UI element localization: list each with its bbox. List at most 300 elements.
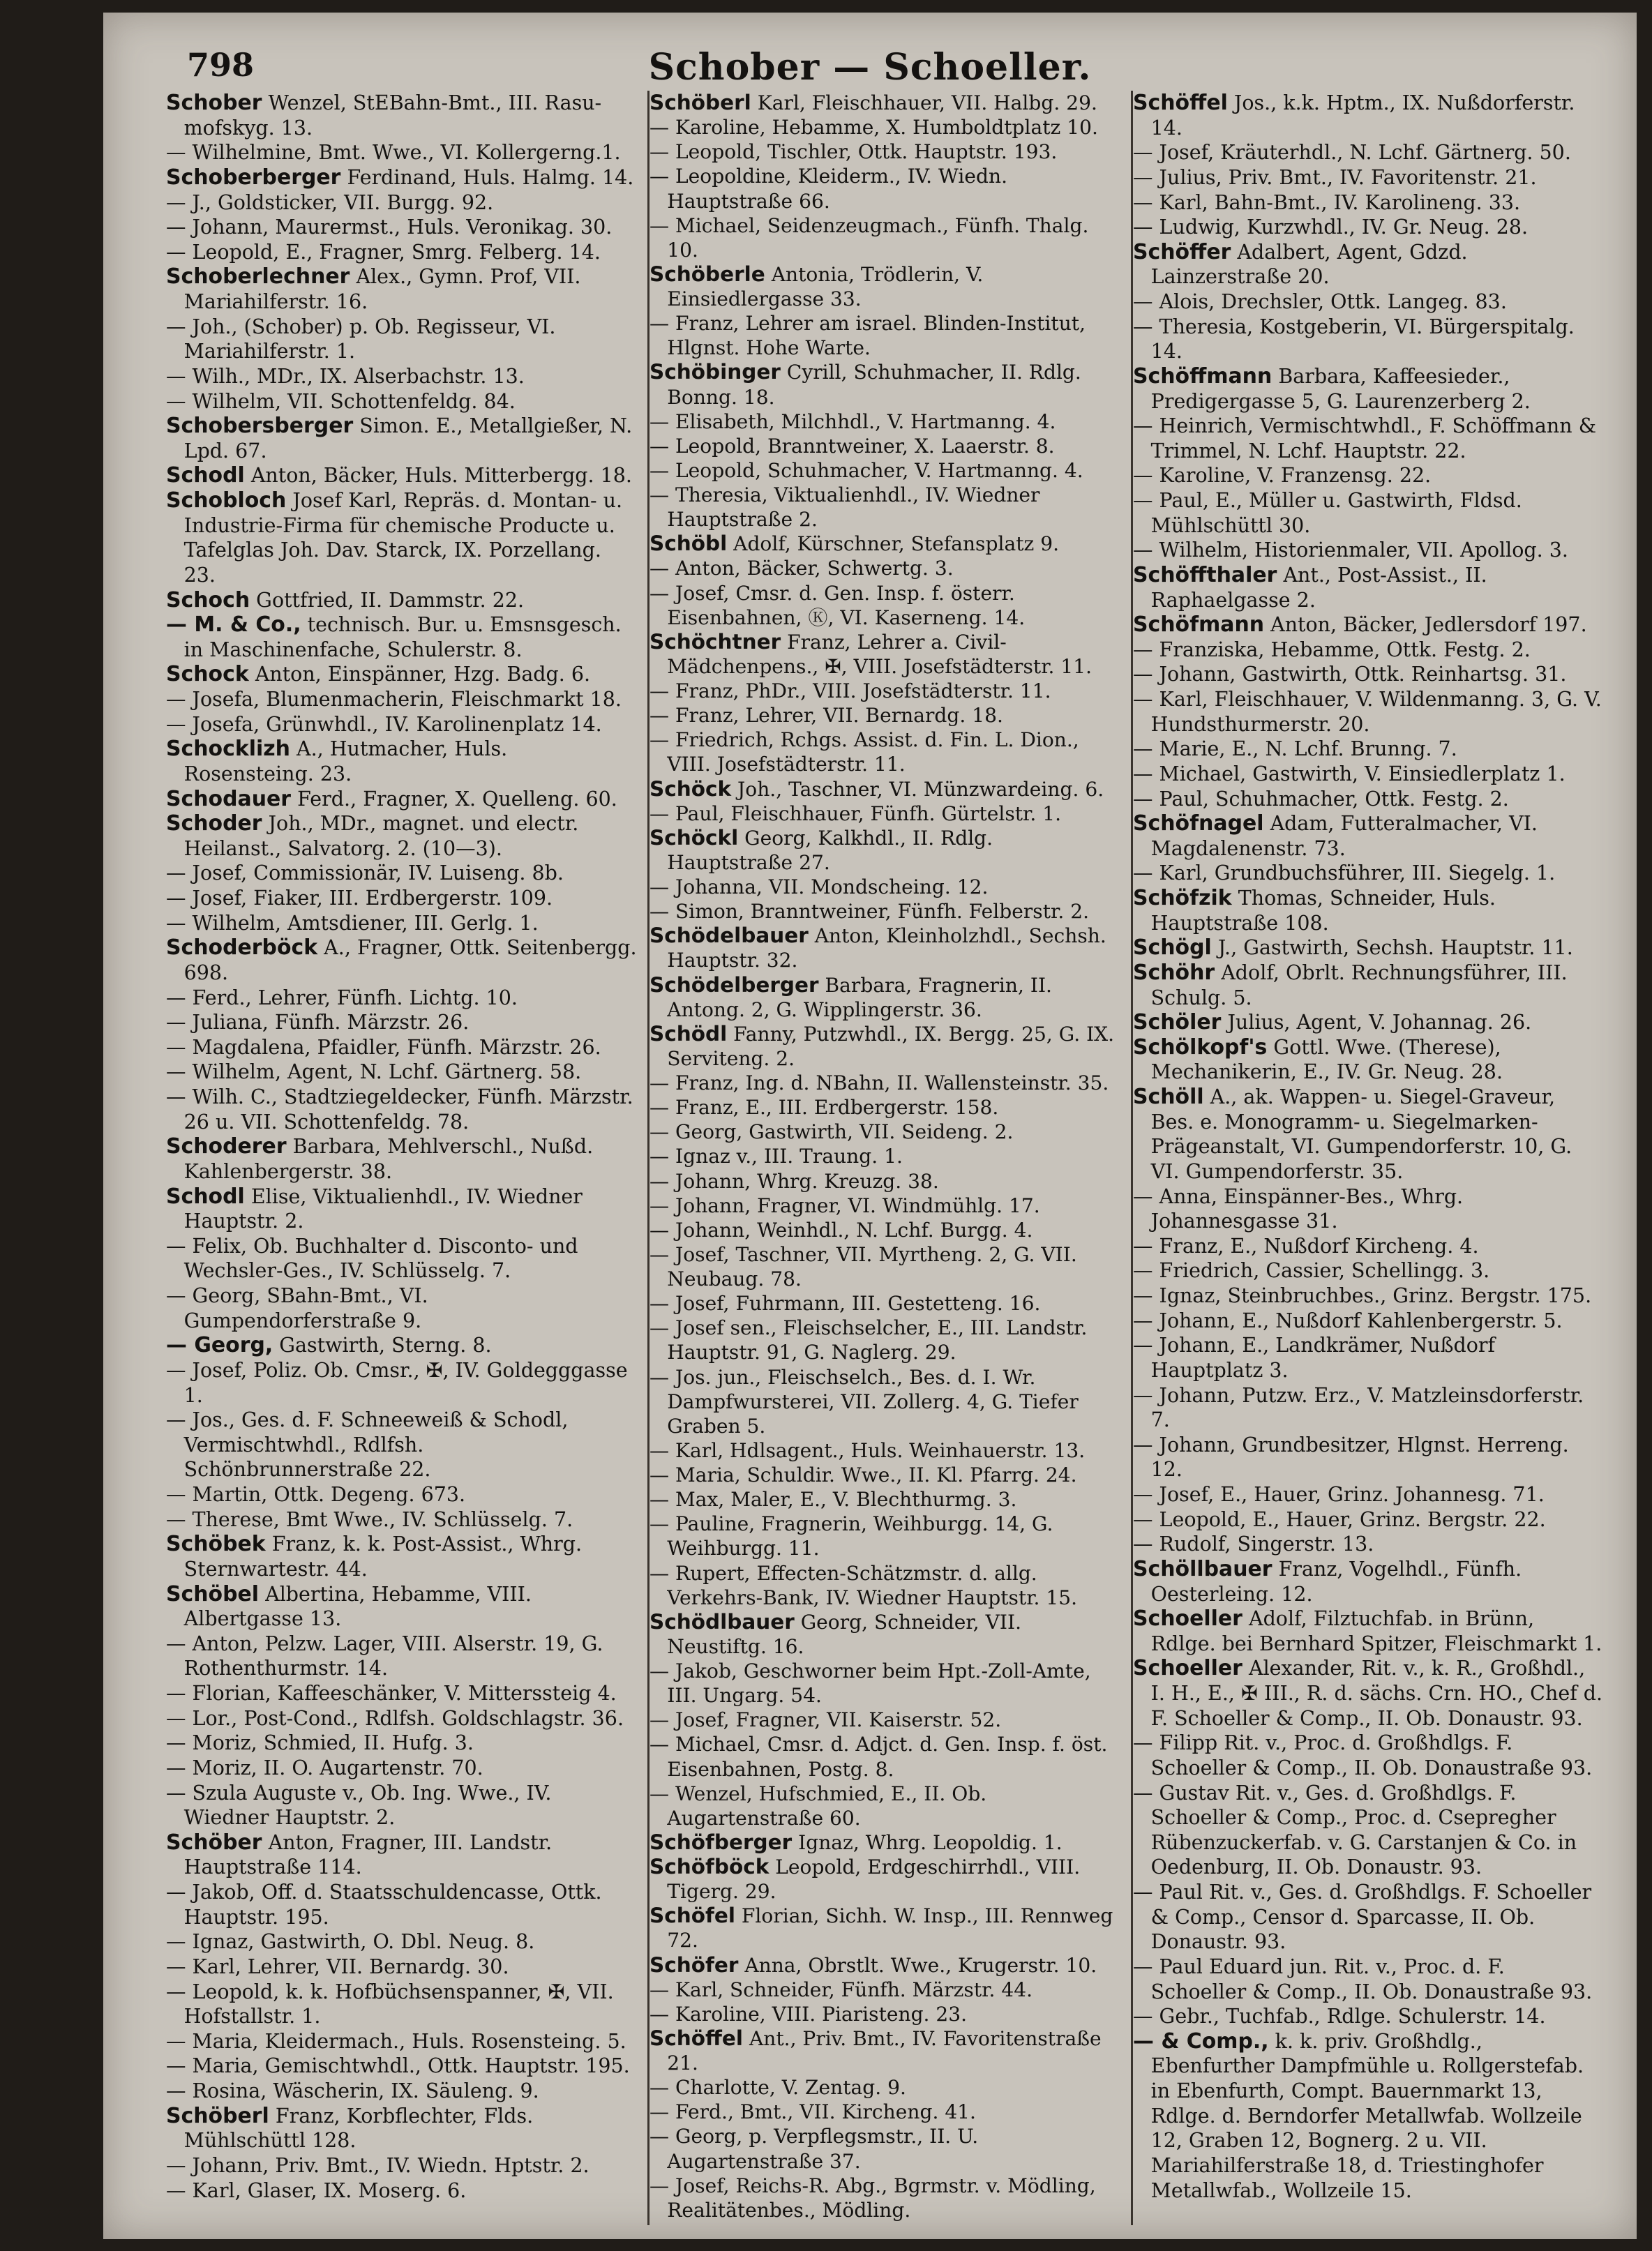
directory-entry xyxy=(1133,1085,1604,1184)
directory-entry xyxy=(649,1512,1120,1560)
entry-text: — Josef, Commissionär, IV. Luiseng. 8b. xyxy=(166,861,564,885)
entry-text: Albertina, Hebamme, VIII. Albertgasse 13. xyxy=(183,1582,532,1631)
directory-entry xyxy=(1133,935,1604,961)
entry-text: — Heinrich, Vermischtwhdl., F. Schöffmann & Trimmel, N. Lchf. Hauptstr. 22. xyxy=(1133,414,1597,462)
entry-text: — Leopold, E., Hauer, Grinz. Bergstr. 22. xyxy=(1133,1507,1546,1531)
directory-entry xyxy=(649,311,1120,360)
directory-entry xyxy=(166,364,637,389)
entry-text: — Josef, Poliz. Ob. Cmsr., ✠, IV. Goldegggasse 1. xyxy=(166,1358,628,1407)
entry-text: — Franz, PhDr., VIII. Josefstädterstr. 11. xyxy=(649,679,1051,702)
directory-entry xyxy=(1133,638,1604,663)
directory-entry xyxy=(649,213,1120,262)
entry-text: Gastwirth, Sterng. 8. xyxy=(273,1334,492,1357)
directory-entry xyxy=(1133,1309,1604,1334)
entry-text: Josef Karl, Repräs. d. Montan- u. Industrie-Firma für chemische Producte u. Tafelglas Joh. Dav. Starck, IX. Porzellang. 23. xyxy=(183,489,623,587)
directory-entry xyxy=(649,164,1120,213)
entry-surname: Schöfel xyxy=(649,1904,735,1928)
directory-entry xyxy=(649,532,1120,556)
directory-entry xyxy=(649,2002,1120,2026)
entry-text: — Wilhelm, VII. Schottenfeldg. 84. xyxy=(166,389,516,413)
directory-entry xyxy=(166,935,637,985)
entry-text: — Johanna, VII. Mondscheing. 12. xyxy=(649,875,989,898)
entry-text: — Marie, E., N. Lchf. Brunng. 7. xyxy=(1133,737,1457,761)
entry-surname: Schöber xyxy=(166,1830,262,1855)
entry-text: A., Hutmacher, Huls. Rosensteing. 23. xyxy=(183,737,508,785)
directory-entry xyxy=(166,1731,637,1756)
entry-text: Adolf, Filztuchfab. in Brünn, Rdlge. bei Bernhard Spitzer, Fleischmarkt 1. xyxy=(1150,1607,1602,1655)
entry-text: — Michael, Seidenzeugmach., Fünfh. Thalg. 10. xyxy=(649,213,1089,262)
entry-text: — Ignaz, Steinbruchbes., Grinz. Bergstr. 175. xyxy=(1133,1284,1592,1307)
entry-text: — Wilhelmine, Bmt. Wwe., VI. Kollergerng.1. xyxy=(166,141,621,165)
directory-entry xyxy=(166,264,637,314)
directory-entry xyxy=(1133,1606,1604,1656)
directory-entry xyxy=(166,861,637,886)
directory-entry xyxy=(649,1659,1120,1708)
directory-entry xyxy=(649,1978,1120,2002)
entry-text: — J., Goldsticker, VII. Burgg. 92. xyxy=(166,190,494,214)
directory-entry xyxy=(1133,414,1604,463)
entry-text: Alexander, Rit. v., k. R., Großhdl., I. H., E., ✠ III., R. d. sächs. Crn. HO., Chef d. F. Schoeller & Comp., II. Ob. Donaustr. 93. xyxy=(1150,1657,1603,1730)
entry-text: — Ferd., Bmt., VII. Kircheng. 41. xyxy=(649,2100,976,2124)
entry-text: — Gebr., Tuchfab., Rdlge. Schulerstr. 14. xyxy=(1133,2005,1546,2028)
directory-entry xyxy=(166,986,637,1011)
directory-entry xyxy=(166,1781,637,1830)
entry-surname: Schoberlechner xyxy=(166,264,350,289)
entry-text: Adam, Futteralmacher, VI. Magdalenenstr. 73. xyxy=(1150,812,1538,860)
directory-entry xyxy=(166,315,637,364)
entry-text: A., Fragner, Ottk. Seitenbergg. 698. xyxy=(183,936,637,984)
entry-text: Florian, Sichh. W. Insp., III. Rennweg 72. xyxy=(667,1904,1113,1952)
entry-text: Anton, Einspänner, Hzg. Badg. 6. xyxy=(248,663,591,686)
entry-surname: Schoeller xyxy=(1133,1606,1242,1632)
entry-text: — Theresia, Kostgeberin, VI. Bürgerspitalg. 14. xyxy=(1133,315,1575,363)
entry-text: Franz, k. k. Post-Assist., Whrg. Sternwartestr. 44. xyxy=(183,1533,583,1581)
directory-entry xyxy=(649,434,1120,458)
entry-text: — Felix, Ob. Buchhalter d. Disconto- und Wechsler-Ges., IV. Schlüsselg. 7. xyxy=(166,1234,578,1283)
directory-entry xyxy=(649,360,1120,409)
directory-entry xyxy=(649,91,1120,115)
entry-surname: Schodl xyxy=(166,463,245,488)
entry-surname: Schocklizh xyxy=(166,737,290,762)
entry-text: — Franz, Ing. d. NBahn, II. Wallensteinstr. 35. xyxy=(649,1071,1109,1094)
directory-entry xyxy=(649,1291,1120,1316)
entry-surname: Schöberl xyxy=(166,2103,269,2128)
entry-text: — Jos., Ges. d. F. Schneeweiß & Schodl, Vermischtwhdl., Rdlfsh. Schönbrunnerstraße 22. xyxy=(166,1408,569,1482)
entry-surname: Schöck xyxy=(649,776,732,801)
directory-entry xyxy=(649,1732,1120,1781)
entry-text: — Wilhelm, Amtsdiener, III. Gerlg. 1. xyxy=(166,911,539,935)
entry-text: — Paul Rit. v., Ges. d. Großhdlgs. F. Schoeller & Comp., Censor d. Sparcasse, II. Ob. Donaustr. 93. xyxy=(1133,1881,1592,1954)
entry-text: — Karl, Glaser, IX. Moserg. 6. xyxy=(166,2178,467,2202)
page-header xyxy=(103,33,1637,96)
entry-text: — Simon, Branntweiner, Fünfh. Felberstr. 2. xyxy=(649,900,1089,924)
entry-surname: — M. & Co., xyxy=(166,612,301,638)
directory-entry xyxy=(649,1194,1120,1218)
directory-entry xyxy=(1133,687,1604,737)
directory-entry xyxy=(1133,1035,1604,1085)
entry-text: — Ferd., Lehrer, Fünfh. Lichtg. 10. xyxy=(166,986,518,1009)
directory-entry xyxy=(1133,1283,1604,1309)
directory-entry xyxy=(1133,762,1604,787)
entry-text: — Moriz, II. O. Augartenstr. 70. xyxy=(166,1756,483,1779)
entry-surname: Schöfmann xyxy=(1133,612,1265,638)
directory-entry xyxy=(649,1242,1120,1291)
entry-text: — Anton, Pelzw. Lager, VIII. Alserstr. 19, G. Rothenthurmstr. 14. xyxy=(166,1632,603,1680)
entry-surname: Schöffel xyxy=(649,2026,744,2050)
entry-text: — Leopold, Tischler, Ottk. Hauptstr. 193. xyxy=(649,140,1058,164)
entry-text: Adolf, Obrlt. Rechnungsführer, III. Schulg. 5. xyxy=(1150,961,1568,1009)
entry-text: Anton, Bäcker, Huls. Mitterbergg. 18. xyxy=(244,464,632,488)
directory-entry xyxy=(1133,215,1604,240)
directory-entry xyxy=(1133,1557,1604,1606)
directory-entry xyxy=(1133,1184,1604,1234)
entry-surname: Schöbinger xyxy=(649,360,781,384)
entry-text: — Wenzel, Hufschmied, E., II. Ob. Augartenstraße 60. xyxy=(649,1782,987,1830)
directory-entry xyxy=(1133,1532,1604,1557)
entry-surname: Schögl xyxy=(1133,935,1212,961)
entry-surname: Schölkopf's xyxy=(1133,1034,1268,1060)
entry-text: — Johann, Maurermst., Huls. Veronikag. 30. xyxy=(166,216,613,239)
entry-text: Joh., MDr., magnet. und electr. Heilanst., Salvatorg. 2. (10—3). xyxy=(183,812,579,860)
directory-entry xyxy=(649,409,1120,434)
directory-entry xyxy=(649,2124,1120,2173)
entry-text: — Moriz, Schmied, II. Hufg. 3. xyxy=(166,1731,474,1755)
directory-entry xyxy=(166,1085,637,1134)
entry-text: — Lor., Post-Cond., Rdlfsh. Goldschlagstr. 36. xyxy=(166,1706,624,1730)
directory-entry xyxy=(166,463,637,488)
entry-text: Anton, Fragner, III. Landstr. Hauptstraße 114. xyxy=(183,1830,553,1879)
entry-text: Barbara, Fragnerin, II. Antong. 2, G. Wipplingerstr. 36. xyxy=(667,973,1052,1021)
entry-text: Georg, Schneider, VII. Neustiftg. 16. xyxy=(667,1610,1022,1658)
entry-text: — Josef, E., Hauer, Grinz. Johannesg. 71. xyxy=(1133,1483,1545,1506)
entry-text: — Karl, Grundbuchsführer, III. Siegelg. 1. xyxy=(1133,861,1556,885)
entry-text: — Wilhelm, Historienmaler, VII. Apollog. 3. xyxy=(1133,539,1568,562)
entry-text: — Franziska, Hebamme, Ottk. Festg. 2. xyxy=(1133,638,1531,661)
column-2 xyxy=(649,91,1120,2225)
entry-text: Franz, Korbflechter, Flds. Mühlschüttl 128. xyxy=(183,2104,534,2153)
entry-text: — Franz, E., Nußdorf Kircheng. 4. xyxy=(1133,1234,1479,1258)
directory-entry xyxy=(1133,787,1604,812)
entry-text: Thomas, Schneider, Huls. Hauptstraße 108. xyxy=(1150,887,1496,935)
entry-text: — Friedrich, Cassier, Schellingg. 3. xyxy=(1133,1259,1490,1283)
entry-surname: Schöffel xyxy=(1133,91,1228,115)
directory-entry xyxy=(1133,1010,1604,1035)
directory-entry xyxy=(1133,1234,1604,1259)
directory-entry xyxy=(166,1060,637,1085)
directory-entry xyxy=(649,140,1120,164)
directory-entry xyxy=(1133,538,1604,563)
directory-entry xyxy=(1133,315,1604,364)
entry-text: — Gustav Rit. v., Ges. d. Großhdlgs. F. Schoeller & Comp., Proc. d. Csepregher Rübenzuckerfab. v. G. Carstanjen & Co. in Oedenburg, II. Ob. Donaustr. 93. xyxy=(1133,1781,1577,1879)
entry-surname: Schödelberger xyxy=(649,972,819,997)
entry-text: — Rosina, Wäscherin, IX. Säuleng. 9. xyxy=(166,2079,539,2102)
directory-entry xyxy=(649,1095,1120,1120)
entry-text: — Wilh., MDr., IX. Alserbachstr. 13. xyxy=(166,364,525,388)
directory-entry xyxy=(649,924,1120,972)
entry-text: — Karl, Hdlsagent., Huls. Weinhauerstr. 13. xyxy=(649,1438,1086,1462)
entry-text: — Julius, Priv. Bmt., IV. Favoritenstr. 21. xyxy=(1133,165,1537,189)
entry-text: — Franz, Lehrer am israel. Blinden-Institut, Hlgnst. Hohe Warte. xyxy=(649,312,1086,360)
entry-text: — Jakob, Geschworner beim Hpt.-Zoll-Amte, III. Ungarg. 54. xyxy=(649,1659,1091,1708)
entry-surname: Schöllbauer xyxy=(1133,1556,1272,1581)
entry-text: — Maria, Schuldir. Wwe., II. Kl. Pfarrg. 24. xyxy=(649,1463,1077,1486)
directory-entry xyxy=(649,1218,1120,1242)
entry-text: Barbara, Mehlverschl., Nußd. Kahlenbergerstr. 38. xyxy=(183,1135,594,1183)
directory-entry xyxy=(166,240,637,265)
entry-text: — Josefa, Blumenmacherin, Fleischmarkt 18. xyxy=(166,688,622,711)
column-3 xyxy=(1133,91,1604,2225)
entry-text: — Ignaz, Gastwirth, O. Dbl. Neug. 8. xyxy=(166,1930,535,1954)
entry-text: — Joh., (Schober) p. Ob. Regisseur, VI. Mariahilferstr. 1. xyxy=(166,315,556,363)
directory-entry xyxy=(166,1756,637,1781)
directory-entry xyxy=(649,1610,1120,1659)
entry-text: — Maria, Gemischtwhdl., Ottk. Hauptstr. 195. xyxy=(166,2054,630,2078)
entry-text: — Anna, Einspänner-Bes., Whrg. Johannesgasse 31. xyxy=(1133,1184,1464,1233)
directory-entry xyxy=(1133,289,1604,315)
directory-entry xyxy=(1133,861,1604,886)
directory-entry xyxy=(1133,563,1604,612)
directory-entry xyxy=(1133,488,1604,538)
entry-text: k. k. priv. Großhdlg., Ebenfurther Dampfmühle u. Rollgerstefab. in Ebenfurth, Compt. Bauernmarkt 13, Rdlge. d. Berndorfer Metallwfab. Wollzeile 12, Graben 12, Bognerg. 2 u. VII. Mariahilferstraße 18, d. Triestinghofer Metallwfab., Wollzeile 15. xyxy=(1150,2029,1584,2202)
directory-entry xyxy=(1133,1880,1604,1955)
directory-entry xyxy=(1133,140,1604,165)
entry-text: — Szula Auguste v., Ob. Ing. Wwe., IV. Wiedner Hauptstr. 2. xyxy=(166,1781,552,1830)
entry-text: — Anton, Bäcker, Schwertg. 3. xyxy=(649,557,954,580)
entry-text: — Leopoldine, Kleiderm., IV. Wiedn. Hauptstraße 66. xyxy=(649,165,1008,213)
directory-entry xyxy=(166,1482,637,1507)
directory-entry xyxy=(649,1953,1120,1978)
directory-entry xyxy=(166,1582,637,1632)
entry-surname: Schock xyxy=(166,662,249,687)
entry-surname: Schöberle xyxy=(649,262,765,286)
directory-entry xyxy=(649,1782,1120,1830)
directory-entry xyxy=(166,737,637,786)
directory-entry xyxy=(649,1022,1120,1071)
entry-surname: Schöffthaler xyxy=(1133,562,1277,587)
entry-surname: Schoch xyxy=(166,587,250,612)
directory-entry xyxy=(166,414,637,463)
directory-entry xyxy=(1133,1383,1604,1433)
directory-entry xyxy=(649,973,1120,1022)
entry-surname: — & Comp., xyxy=(1133,2028,1269,2054)
directory-entry xyxy=(1133,1333,1604,1383)
entry-text: — Charlotte, V. Zentag. 9. xyxy=(649,2076,906,2100)
entry-text: — Juliana, Fünfh. Märzstr. 26. xyxy=(166,1011,470,1034)
entry-surname: Schödlbauer xyxy=(649,1609,795,1634)
entry-text: — Josef sen., Fleischselcher, E., III. Landstr. Hauptstr. 91, G. Naglerg. 29. xyxy=(649,1316,1088,1364)
directory-entry xyxy=(166,712,637,737)
directory-entry xyxy=(649,2100,1120,2124)
directory-entry xyxy=(166,2104,637,2153)
entry-text: — Johann, E., Nußdorf Kahlenbergerstr. 5. xyxy=(1133,1309,1563,1332)
entry-surname: Schoderböck xyxy=(166,935,318,961)
directory-entry xyxy=(1133,662,1604,687)
directory-entry xyxy=(166,1955,637,1980)
entry-surname: Schöhr xyxy=(1133,960,1215,985)
entry-text: — Johann, Priv. Bmt., IV. Wiedn. Hptstr. 2. xyxy=(166,2153,590,2177)
directory-entry xyxy=(649,899,1120,924)
entry-text: Adalbert, Agent, Gdzd. Lainzerstraße 20. xyxy=(1150,240,1468,289)
entry-text: — Karl, Bahn-Bmt., IV. Karolineng. 33. xyxy=(1133,190,1521,214)
directory-entry xyxy=(166,2178,637,2204)
directory-entry xyxy=(166,488,637,588)
entry-surname: Schobersberger xyxy=(166,414,354,439)
entry-text: — Johann, Weinhdl., N. Lchf. Burgg. 4. xyxy=(649,1218,1033,1242)
directory-entry xyxy=(166,1632,637,1681)
entry-text: — Wilhelm, Agent, N. Lchf. Gärtnerg. 58. xyxy=(166,1060,582,1084)
entry-text: Georg, Kalkhdl., II. Rdlg. Hauptstraße 27. xyxy=(667,826,993,874)
entry-text: — Josef, Reichs-R. Abg., Bgrmstr. v. Mödling, Realitätenbes., Mödling. xyxy=(649,2174,1096,2222)
directory-entry xyxy=(166,2029,637,2054)
entry-text: Adolf, Kürschner, Stefansplatz 9. xyxy=(727,532,1060,556)
directory-entry xyxy=(166,1408,637,1482)
entry-text: — Karl, Schneider, Fünfh. Märzstr. 44. xyxy=(649,1978,1032,2001)
directory-entry xyxy=(649,1365,1120,1438)
entry-text: — Josef, Fragner, VII. Kaiserstr. 52. xyxy=(649,1708,1002,1732)
entry-surname: Schöll xyxy=(1133,1085,1204,1109)
directory-entry xyxy=(166,91,637,140)
directory-entry xyxy=(649,458,1120,483)
entry-text: — Karoline, VIII. Piaristeng. 23. xyxy=(649,2002,968,2026)
directory-entry xyxy=(166,1507,637,1533)
entry-surname: Schoeller xyxy=(1133,1656,1242,1681)
directory-entry xyxy=(1133,165,1604,190)
entry-text: — Wilh. C., Stadtziegeldecker, Fünfh. Märzstr. 26 u. VII. Schottenfeldg. 78. xyxy=(166,1085,633,1134)
directory-entry xyxy=(166,687,637,712)
entry-surname: Schoberberger xyxy=(166,165,341,190)
entry-text: — Maria, Kleidermach., Huls. Rosensteing. 5. xyxy=(166,2029,626,2053)
entry-surname: Schöbek xyxy=(166,1532,266,1557)
directory-entry xyxy=(1133,190,1604,216)
directory-entry xyxy=(649,2026,1120,2075)
entry-text: — Florian, Kaffeeschänker, V. Mitterssteig 4. xyxy=(166,1682,617,1705)
entry-text: — Leopold, Schuhmacher, V. Hartmanng. 4. xyxy=(649,458,1083,482)
directory-entry xyxy=(166,1706,637,1731)
directory-entry xyxy=(166,1333,637,1358)
directory-page xyxy=(103,13,1637,2239)
directory-entry xyxy=(166,612,637,662)
entry-text: Cyrill, Schuhmacher, II. Rdlg. Bonng. 18. xyxy=(667,361,1081,409)
directory-entry xyxy=(1133,1731,1604,1780)
entry-text: Anton, Kleinholzhdl., Sechsh. Hauptstr. 32. xyxy=(667,924,1106,972)
directory-entry xyxy=(1133,1433,1604,1482)
entry-text: — Jos. jun., Fleischselch., Bes. d. I. Wr. Dampfwursterei, VII. Zollerg. 4, G. Tiefer Graben 5. xyxy=(649,1365,1079,1438)
entry-text: — Friedrich, Rchgs. Assist. d. Fin. L. Dion., VIII. Josefstädterstr. 11. xyxy=(649,728,1079,776)
entry-text: Anna, Obrstlt. Wwe., Krugerstr. 10. xyxy=(738,1953,1097,1977)
directory-entry xyxy=(1133,1656,1604,1731)
entry-surname: Schobloch xyxy=(166,488,287,513)
directory-entry xyxy=(649,777,1120,801)
directory-entry xyxy=(1133,240,1604,289)
directory-entry xyxy=(166,1234,637,1283)
directory-entry xyxy=(166,1010,637,1035)
entry-surname: — Georg, xyxy=(166,1333,273,1358)
directory-entry xyxy=(649,630,1120,679)
directory-entry xyxy=(1133,1781,1604,1881)
entry-text: Barbara, Kaffeesieder., Predigergasse 5, G. Laurenzerberg 2. xyxy=(1150,364,1531,413)
entry-text: — Karoline, V. Franzensg. 22. xyxy=(1133,464,1432,488)
directory-entry xyxy=(649,826,1120,875)
directory-entry xyxy=(166,1830,637,1880)
entry-text: — Leopold, Branntweiner, X. Laaerstr. 8. xyxy=(649,434,1055,458)
entry-text: — Karl, Lehrer, VII. Bernardg. 30. xyxy=(166,1955,509,1978)
entry-surname: Schodl xyxy=(166,1184,245,1209)
entry-text: Ant., Priv. Bmt., IV. Favoritenstraße 21. xyxy=(667,2026,1102,2075)
entry-text: — Paul, Schuhmacher, Ottk. Festg. 2. xyxy=(1133,787,1509,811)
entry-surname: Schöffer xyxy=(1133,239,1231,264)
entry-text: Ignaz, Whrg. Leopoldig. 1. xyxy=(792,1830,1062,1854)
directory-entry xyxy=(1133,463,1604,488)
entry-text: — Josefa, Grünwhdl., IV. Karolinenplatz 14. xyxy=(166,712,602,736)
directory-entry xyxy=(649,1120,1120,1144)
entry-text: — Magdalena, Pfaidler, Fünfh. Märzstr. 26. xyxy=(166,1035,601,1059)
entry-text: Gottfried, II. Dammstr. 22. xyxy=(250,588,525,612)
directory-entry xyxy=(166,2079,637,2104)
entry-surname: Schöfzik xyxy=(1133,886,1232,910)
entry-text: — Jakob, Off. d. Staatsschuldencasse, Ottk. Hauptstr. 195. xyxy=(166,1881,602,1929)
directory-entry xyxy=(166,190,637,216)
entry-text: — Josef, Cmsr. d. Gen. Insp. f. österr. Eisenbahnen, Ⓚ, VI. Kaserneng. 14. xyxy=(649,581,1026,629)
page-number: 798 xyxy=(187,46,255,84)
entry-surname: Schödelbauer xyxy=(649,924,809,948)
directory-entry xyxy=(1133,1482,1604,1507)
directory-entry xyxy=(649,728,1120,776)
directory-entry xyxy=(649,1855,1120,1904)
entry-text: — Paul Eduard jun. Rit. v., Proc. d. F. Schoeller & Comp., II. Ob. Donaustraße 93. xyxy=(1133,1955,1593,2003)
entry-surname: Schodauer xyxy=(166,786,292,811)
entry-text: — Michael, Cmsr. d. Adjct. d. Gen. Insp. f. öst. Eisenbahnen, Postg. 8. xyxy=(649,1733,1108,1781)
entry-surname: Schober xyxy=(166,91,262,115)
directory-entry xyxy=(649,581,1120,630)
directory-entry xyxy=(1133,1258,1604,1283)
directory-entry xyxy=(166,1134,637,1184)
entry-text: — Pauline, Fragnerin, Weihburgg. 14, G. Weihburgg. 11. xyxy=(649,1512,1053,1560)
entry-text: — Johann, Grundbesitzer, Hlgnst. Herreng. 12. xyxy=(1133,1433,1569,1482)
directory-entry xyxy=(1133,886,1604,935)
entry-text: Joh., Taschner, VI. Münzwardeing. 6. xyxy=(731,777,1104,801)
entry-surname: Schöfnagel xyxy=(1133,811,1264,836)
entry-surname: Schöckl xyxy=(649,825,739,850)
directory-entry xyxy=(649,1071,1120,1095)
entry-text: — Josef, Fiaker, III. Erdbergerstr. 109. xyxy=(166,887,553,910)
entry-text: — Josef, Fuhrmann, III. Gestetteng. 16. xyxy=(649,1292,1041,1316)
entry-surname: Schödl xyxy=(649,1021,728,1046)
entry-text: — Therese, Bmt Wwe., IV. Schlüsselg. 7. xyxy=(166,1507,573,1531)
entry-text: Ant., Post-Assist., II. Raphaelgasse 2. xyxy=(1150,563,1487,612)
directory-entry xyxy=(649,2075,1120,2100)
directory-entry xyxy=(166,886,637,911)
entry-text: — Ludwig, Kurzwhdl., IV. Gr. Neug. 28. xyxy=(1133,216,1529,239)
directory-entry xyxy=(166,1283,637,1333)
entry-text: — Paul, E., Müller u. Gastwirth, Fldsd. Mühlschüttl 30. xyxy=(1133,489,1522,537)
entry-surname: Schöfer xyxy=(649,1952,739,1977)
directory-entry xyxy=(1133,737,1604,762)
directory-entry xyxy=(649,1316,1120,1364)
entry-surname: Schoder xyxy=(166,811,262,836)
entry-text: J., Gastwirth, Sechsh. Hauptstr. 11. xyxy=(1211,936,1573,960)
entry-text: — Johann, Putzw. Erz., V. Matzleinsdorferstr. 7. xyxy=(1133,1383,1584,1432)
entry-text: Ferdinand, Huls. Halmg. 14. xyxy=(340,165,634,189)
entry-text: Simon. E., Metallgießer, N. Lpd. 67. xyxy=(183,414,633,462)
entry-text: — Filipp Rit. v., Proc. d. Großhdlgs. F. Schoeller & Comp., II. Ob. Donaustraße 93. xyxy=(1133,1731,1593,1779)
directory-entry xyxy=(649,556,1120,580)
directory-entry xyxy=(166,1880,637,1929)
entry-surname: Schoderer xyxy=(166,1134,287,1159)
entry-text: — Rudolf, Singerstr. 13. xyxy=(1133,1533,1374,1556)
directory-entry xyxy=(1133,811,1604,861)
entry-surname: Schöffmann xyxy=(1133,363,1272,389)
directory-entry xyxy=(166,140,637,165)
